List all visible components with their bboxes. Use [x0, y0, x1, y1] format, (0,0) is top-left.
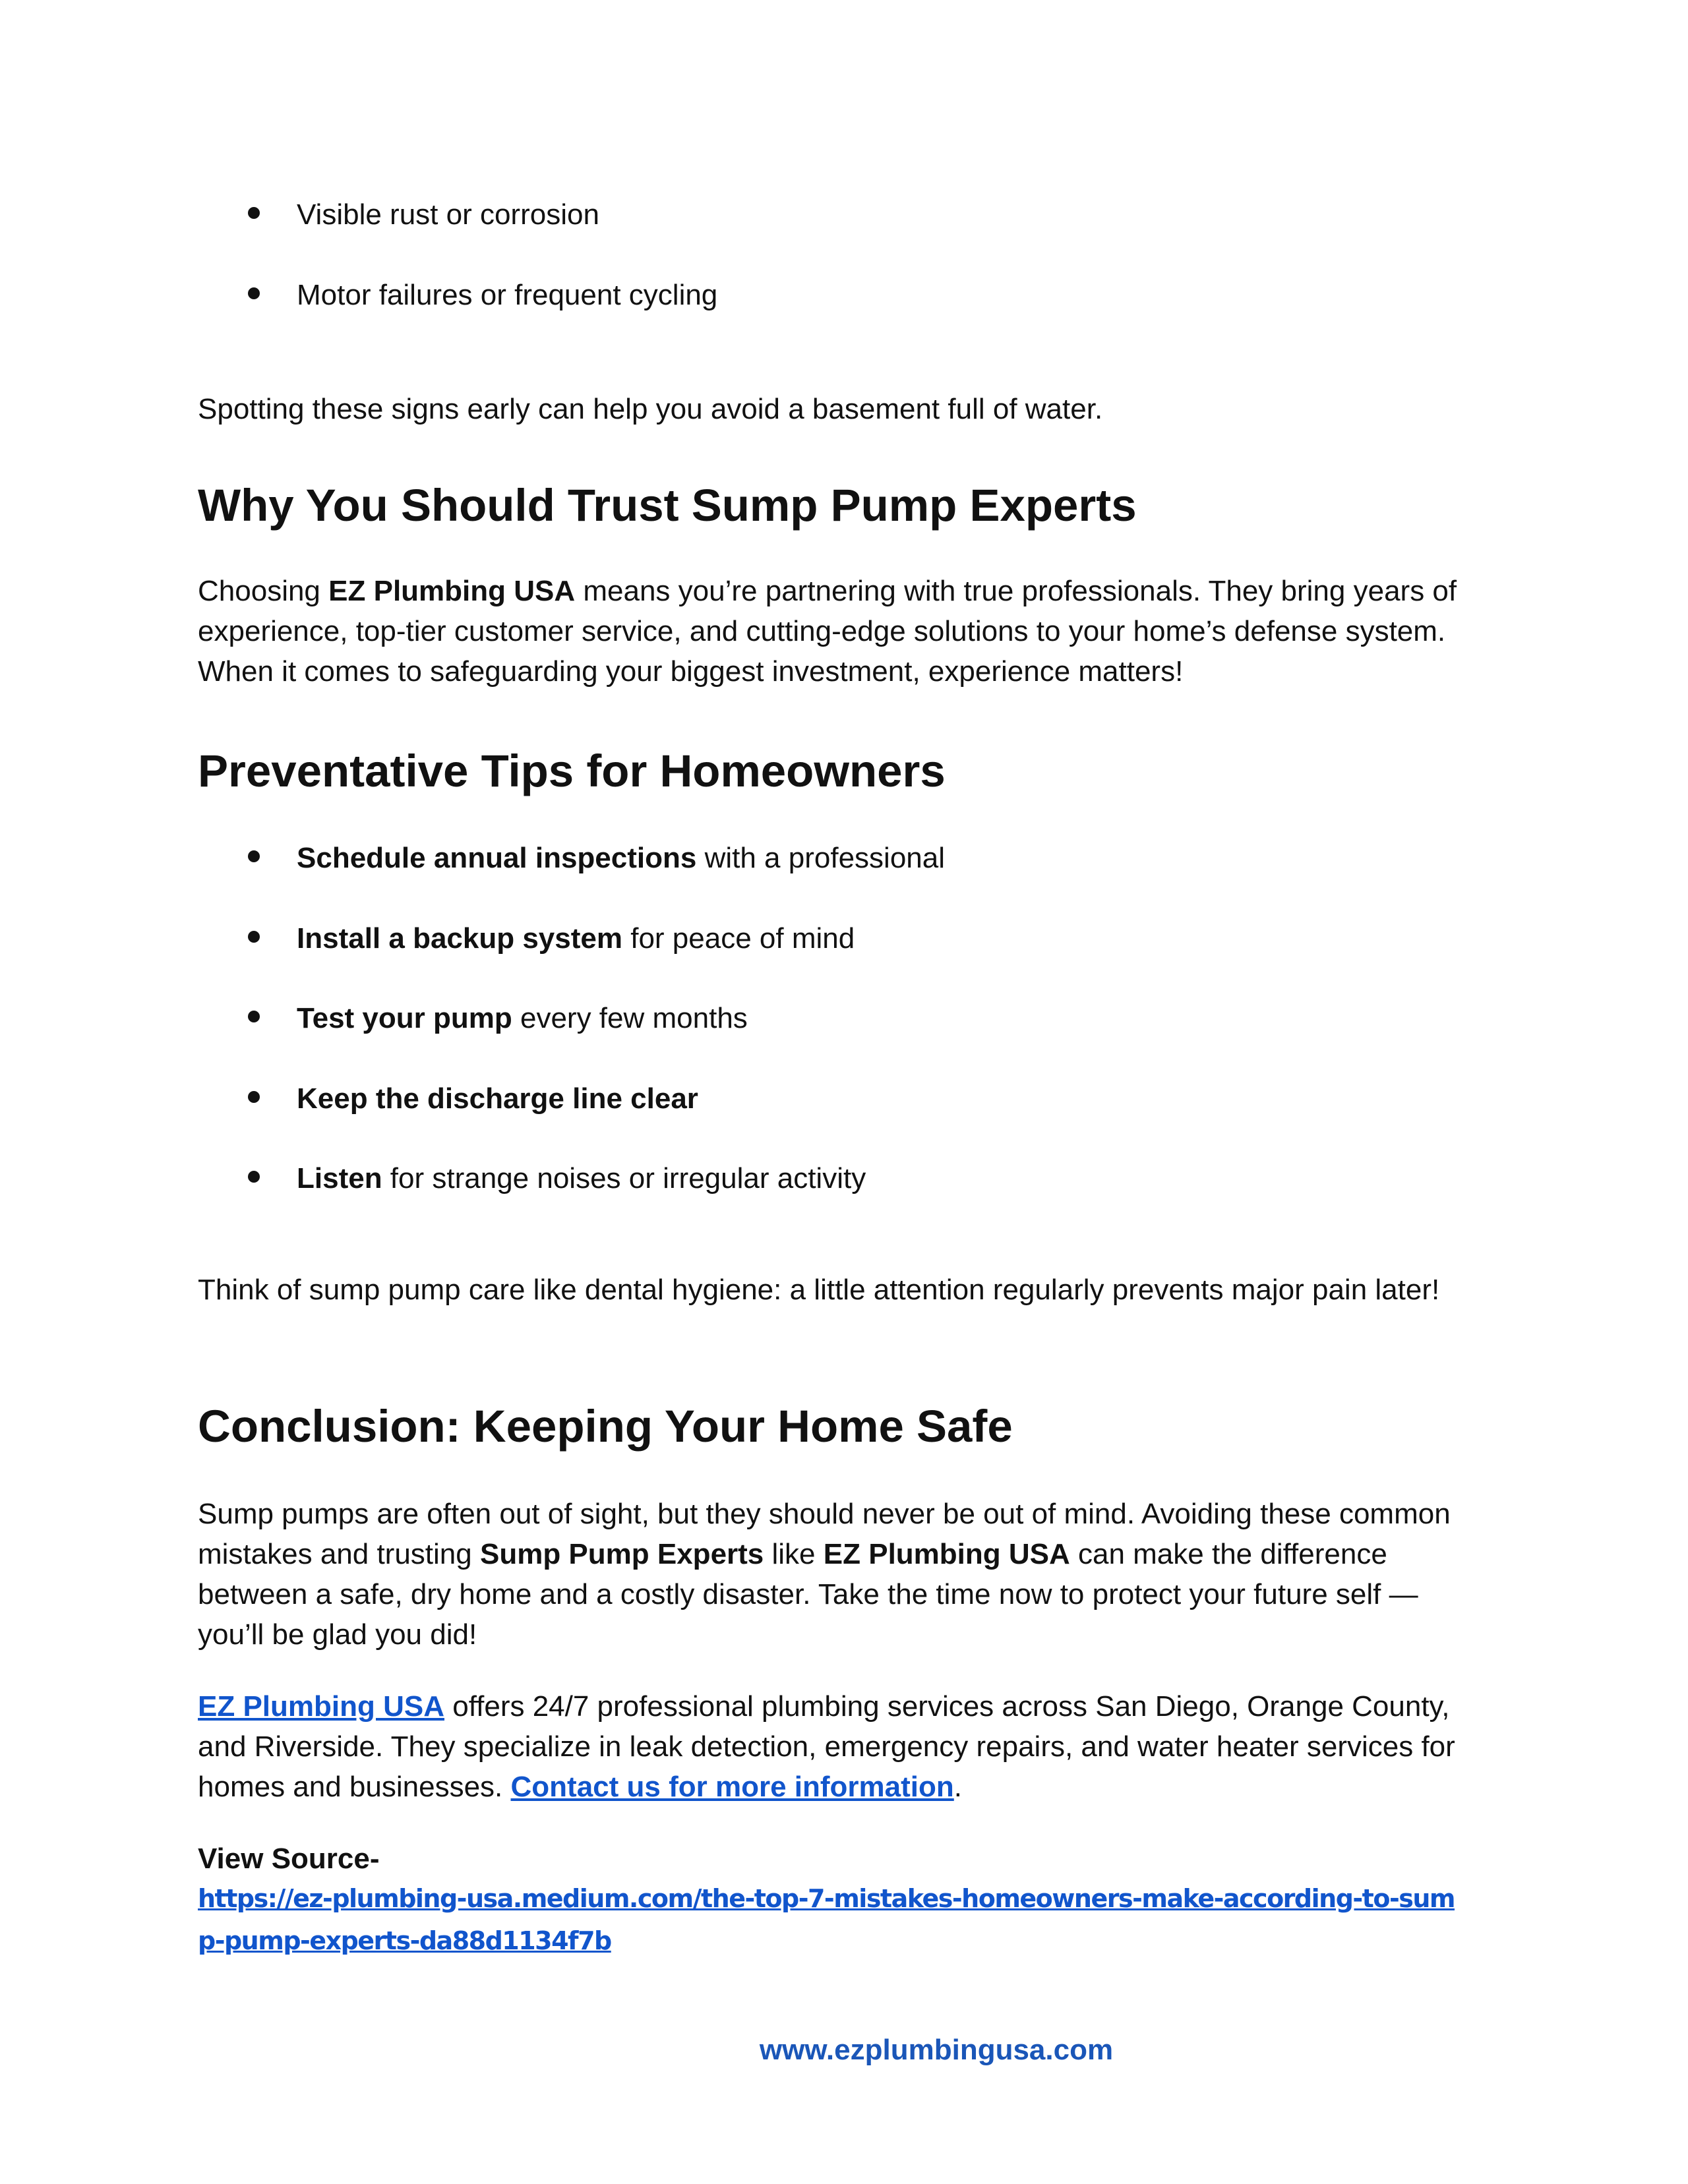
trust-paragraph [198, 571, 1490, 692]
trust-text: means you’re partnering with true professionals. They bring years of experience, top-tier customer service, and cutting-edge solutions to your home’s defense system. When it comes to safeguarding your biggest investment, experience matters! [198, 575, 1457, 688]
list-item [198, 277, 1490, 314]
list-item [198, 920, 1490, 957]
company-name: EZ Plumbing USA [328, 575, 576, 607]
period: . [953, 1771, 962, 1803]
footer-website [0, 2034, 1688, 2067]
source-url-link[interactable]: https://ez-plumbing-usa.medium.com/the-top-7-mistakes-homeowners-make-according-to-sump-pump-experts-da88d1134f7b [198, 1884, 1455, 1955]
trust-heading: Why You Should Trust Sump Pump Experts [198, 480, 1137, 531]
view-source-label: View Source- [198, 1843, 380, 1875]
conclusion-paragraph [198, 1494, 1490, 1655]
company-info-text: offers 24/7 professional plumbing services across San Diego, Orange County, and Riverside. They specialize in leak detection, emergency repairs, and water heater services for homes and businesses. [198, 1690, 1455, 1803]
bullet-icon [248, 207, 260, 219]
company-name: EZ Plumbing USA [823, 1538, 1070, 1570]
list-item [198, 1160, 1490, 1197]
list-item-text: Motor failures or frequent cycling [297, 279, 718, 311]
list-item [198, 1000, 1490, 1037]
footer-website-text[interactable]: www.ezplumbingusa.com [759, 2034, 1114, 2066]
tip-bold: Schedule annual inspections [297, 842, 697, 874]
list-item [198, 840, 1490, 877]
list-item-text: Visible rust or corrosion [297, 198, 599, 231]
tip-bold: Test your pump [297, 1002, 512, 1034]
tip-text: for strange noises or irregular activity [382, 1162, 866, 1195]
trust-text: Choosing [198, 575, 329, 607]
tip-bold: Install a backup system [297, 922, 622, 955]
bullet-icon [248, 1011, 260, 1022]
tip-text: with a professional [696, 842, 946, 874]
conclusion-text: like [764, 1538, 824, 1570]
bullet-icon [248, 1091, 260, 1103]
bullet-icon [248, 287, 260, 299]
bullet-icon [248, 931, 260, 943]
conclusion-heading: Conclusion: Keeping Your Home Safe [198, 1401, 1013, 1452]
tip-bold: Keep the discharge line clear [297, 1082, 698, 1115]
bullet-icon [248, 850, 260, 862]
company-link[interactable]: EZ Plumbing USA [198, 1690, 444, 1723]
company-info-paragraph [198, 1686, 1490, 1807]
tip-bold: Listen [297, 1162, 382, 1195]
list-item [198, 196, 1490, 233]
tips-closing-paragraph: Think of sump pump care like dental hygiene: a little attention regularly prevents major pain later! [198, 1274, 1440, 1306]
conclusion-text: Sump pumps are often out of sight, but they should never be out of mind. Avoiding these common mistakes and trusting [198, 1498, 1451, 1570]
bullet-icon [248, 1171, 260, 1183]
conclusion-text: can make the difference between a safe, dry home and a costly disaster. Take the time now to protect your future self — you’ll be glad you did! [198, 1538, 1418, 1651]
tip-text: every few months [512, 1002, 748, 1034]
tips-heading: Preventative Tips for Homeowners [198, 746, 946, 796]
tip-text: for peace of mind [622, 922, 855, 955]
signs-paragraph: Spotting these signs early can help you avoid a basement full of water. [198, 393, 1103, 425]
sump-pump-experts: Sump Pump Experts [479, 1538, 764, 1570]
contact-link[interactable]: Contact us for more information [510, 1771, 954, 1803]
list-item [198, 1080, 1490, 1117]
